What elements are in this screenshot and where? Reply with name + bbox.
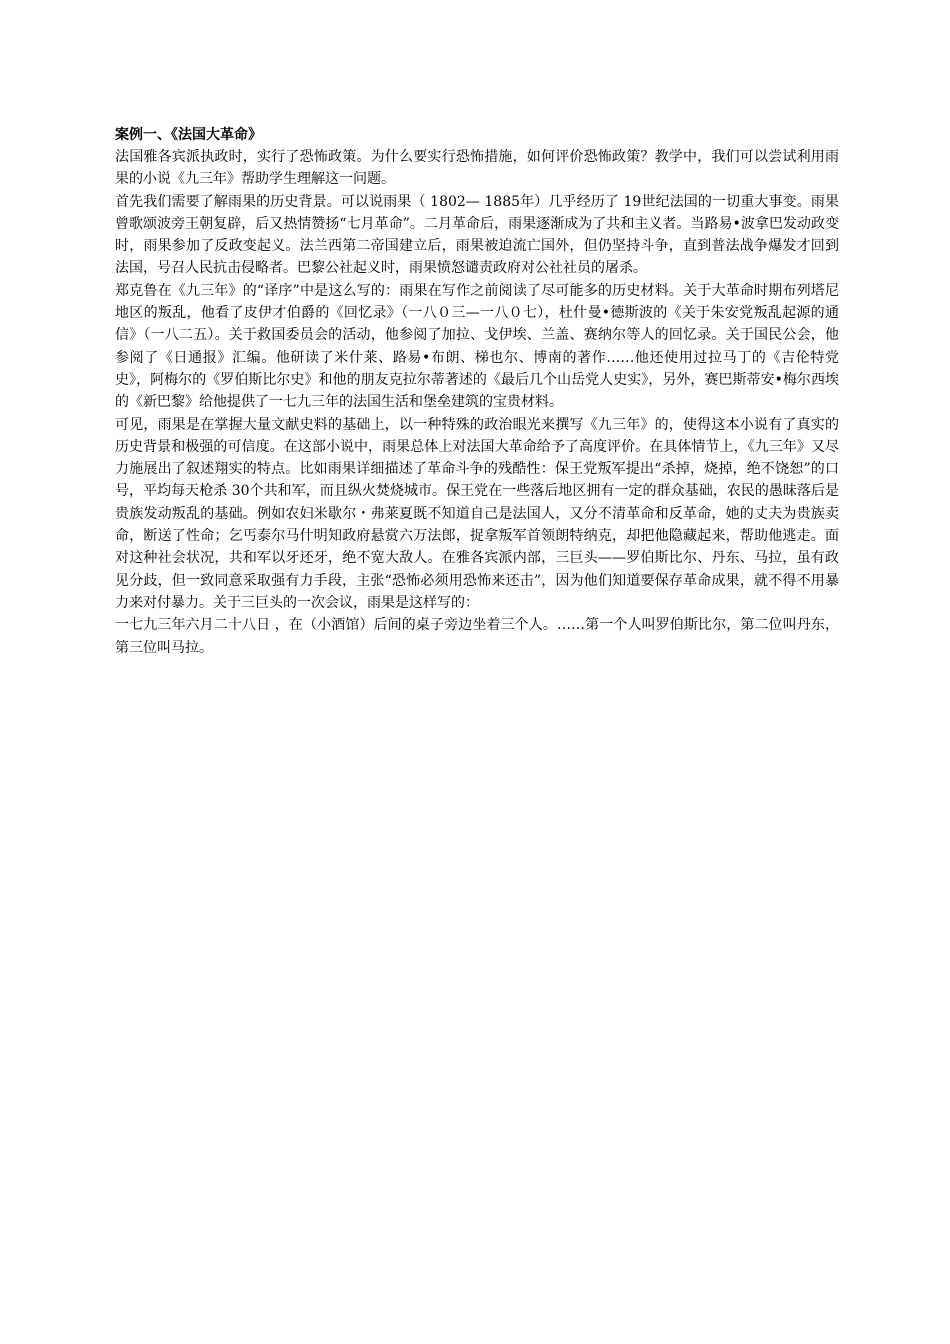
document-page: [115, 124, 839, 659]
document-title: 案例一、《法国大革命》: [115, 127, 262, 143]
paragraph-quote: 一七九三年六月二十八日 ，在（小酒馆）后间的桌子旁边坐着三个人。……第一个人叫罗伯斯比尔，第二位叫丹东，第三位叫马拉。: [115, 617, 839, 656]
paragraph-intro: 法国雅各宾派执政时，实行了恐怖政策。为什么要实行恐怖措施，如何评价恐怖政策？教学中，我们可以尝试利用雨果的小说《九三年》帮助学生理解这一问题。: [115, 149, 839, 188]
paragraph-analysis: 可见，雨果是在掌握大量文献史料的基础上，以一种特殊的政治眼光来撰写《九三年》的，使得这本小说有了真实的历史背景和极强的可信度。在这部小说中，雨果总体上对法国大革命给予了高度评价。在具体情节上，《九三年》又尽力施展出了叙述翔实的特点。比如雨果详细描述了革命斗争的残酷性：保王党叛军提出“杀掉，烧掉，绝不饶恕”的口号，平均每天枪杀 30个共和军，而且纵火焚烧城市。保王党在一些落后地区拥有一定的群众基础，农民的愚昧落后是贵族发动叛乱的基础。例如农妇米歇尔・弗莱夏既不知道自己是法国人，又分不清革命和反革命，她的丈夫为贵族卖命，断送了性命；乞丐泰尔马什明知政府悬赏六万法郎，捉拿叛军首领朗特纳克，却把他隐藏起来，帮助他逃走。面对这种社会状况，共和军以牙还牙，绝不宽大敌人。在雅各宾派内部，三巨头——罗伯斯比尔、丹东、马拉，虽有政见分歧，但一致同意采取强有力手段，主张“恐怖必须用恐怖来还击”，因为他们知道要保存革命成果，就不得不用暴力来对付暴力。关于三巨头的一次会议，雨果是这样写的：: [115, 416, 839, 611]
paragraph-translator-preface: 郑克鲁在《九三年》的“译序”中是这么写的：雨果在写作之前阅读了尽可能多的历史材料。关于大革命时期布列塔尼地区的叛乱，他看了皮伊才伯爵的《回忆录》（一八０三—一八０七），杜什曼•德斯波的《关于朱安党叛乱起源的通信》（一八二五）。关于救国委员会的活动，他参阅了加拉、戈伊埃、兰盖、赛纳尔等人的回忆录。关于国民公会，他参阅了《日通报》汇编。他研读了米什莱、路易•布朗、梯也尔、博南的著作……他还使用过拉马丁的《吉伦特党史》，阿梅尔的《罗伯斯比尔史》和他的朋友克拉尔蒂著述的《最后几个山岳党人史实》，另外，赛巴斯蒂安•梅尔西埃的《新巴黎》给他提供了一七九三年的法国生活和堡垒建筑的宝贵材料。: [115, 282, 839, 411]
paragraph-hugo-background: 首先我们需要了解雨果的历史背景。可以说雨果（ 1802— 1885年）几乎经历了 19世纪法国的一切重大事变。雨果曾歌颂波旁王朝复辟，后又热情赞扬“七月革命”。二月革命后，雨果逐渐成为了共和主义者。当路易•波拿巴发动政变时，雨果参加了反政变起义。法兰西第二帝国建立后，雨果被迫流亡国外，但仍坚持斗争，直到普法战争爆发才回到法国，号召人民抗击侵略者。巴黎公社起义时，雨果愤怒谴责政府对公社社员的屠杀。: [115, 193, 839, 277]
